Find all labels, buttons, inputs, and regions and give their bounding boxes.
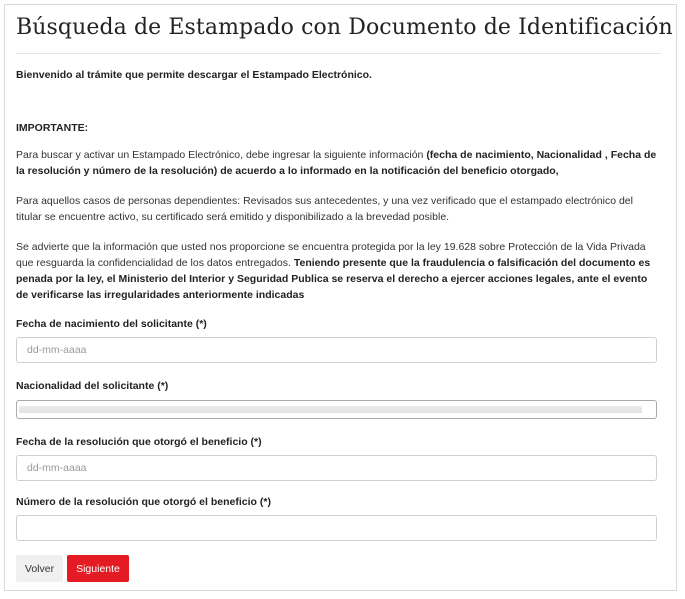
- resolution-number-input[interactable]: [16, 515, 657, 541]
- privacy-paragraph-text: Se advierte que la información que usted nos proporcione se encuentra protegida por la ley 19.628 sobre Protección de la Vida Privada que resguarda la confidencialidad de los datos entregados.: [16, 241, 646, 269]
- resolution-date-label: Fecha de la resolución que otorgó el beneficio (*): [16, 436, 262, 448]
- page-title: Búsqueda de Estampado con Documento de Identificación: [16, 15, 673, 40]
- form-container: [4, 4, 677, 591]
- birth-date-label: Fecha de nacimiento del solicitante (*): [16, 318, 207, 330]
- privacy-paragraph: [16, 239, 658, 303]
- info-paragraph-text: Para buscar y activar un Estampado Electrónico, debe ingresar la siguiente información: [16, 149, 427, 161]
- privacy-paragraph-bold: Teniendo presente que la fraudulencia o falsificación del documento es penada por la ley, el Ministerio del Interior y Seguridad Publica se reserva el derecho a ejercer acciones legales, ante el evento de verificarse las irregularidades anteriormente indicadas: [16, 257, 651, 301]
- resolution-number-label: Número de la resolución que otorgó el beneficio (*): [16, 496, 271, 508]
- birth-date-input[interactable]: [16, 337, 657, 363]
- nationality-select-value: [19, 406, 642, 413]
- resolution-date-input[interactable]: [16, 455, 657, 481]
- nationality-label: Nacionalidad del solicitante (*): [16, 380, 169, 392]
- important-heading: IMPORTANTE:: [16, 122, 89, 134]
- info-paragraph-bold: (fecha de nacimiento, Nacionalidad , Fecha de la resolución y número de la resolución) de acuerdo a lo informado en la notificación del beneficio otorgado,: [16, 149, 657, 177]
- back-button[interactable]: Volver: [16, 555, 63, 582]
- dependents-paragraph: Para aquellos casos de personas dependientes: Revisados sus antecedentes, y una vez verificado que el estampado electrónico del titular se encuentre activo, su certificado será emitido y disponibilizado a la brevedad posible.: [16, 195, 633, 223]
- welcome-text: Bienvenido al trámite que permite descargar el Estampado Electrónico.: [16, 69, 372, 81]
- info-paragraph: [16, 147, 658, 179]
- nationality-select[interactable]: [16, 400, 657, 419]
- title-divider: [16, 53, 661, 54]
- next-button[interactable]: Siguiente: [67, 555, 129, 582]
